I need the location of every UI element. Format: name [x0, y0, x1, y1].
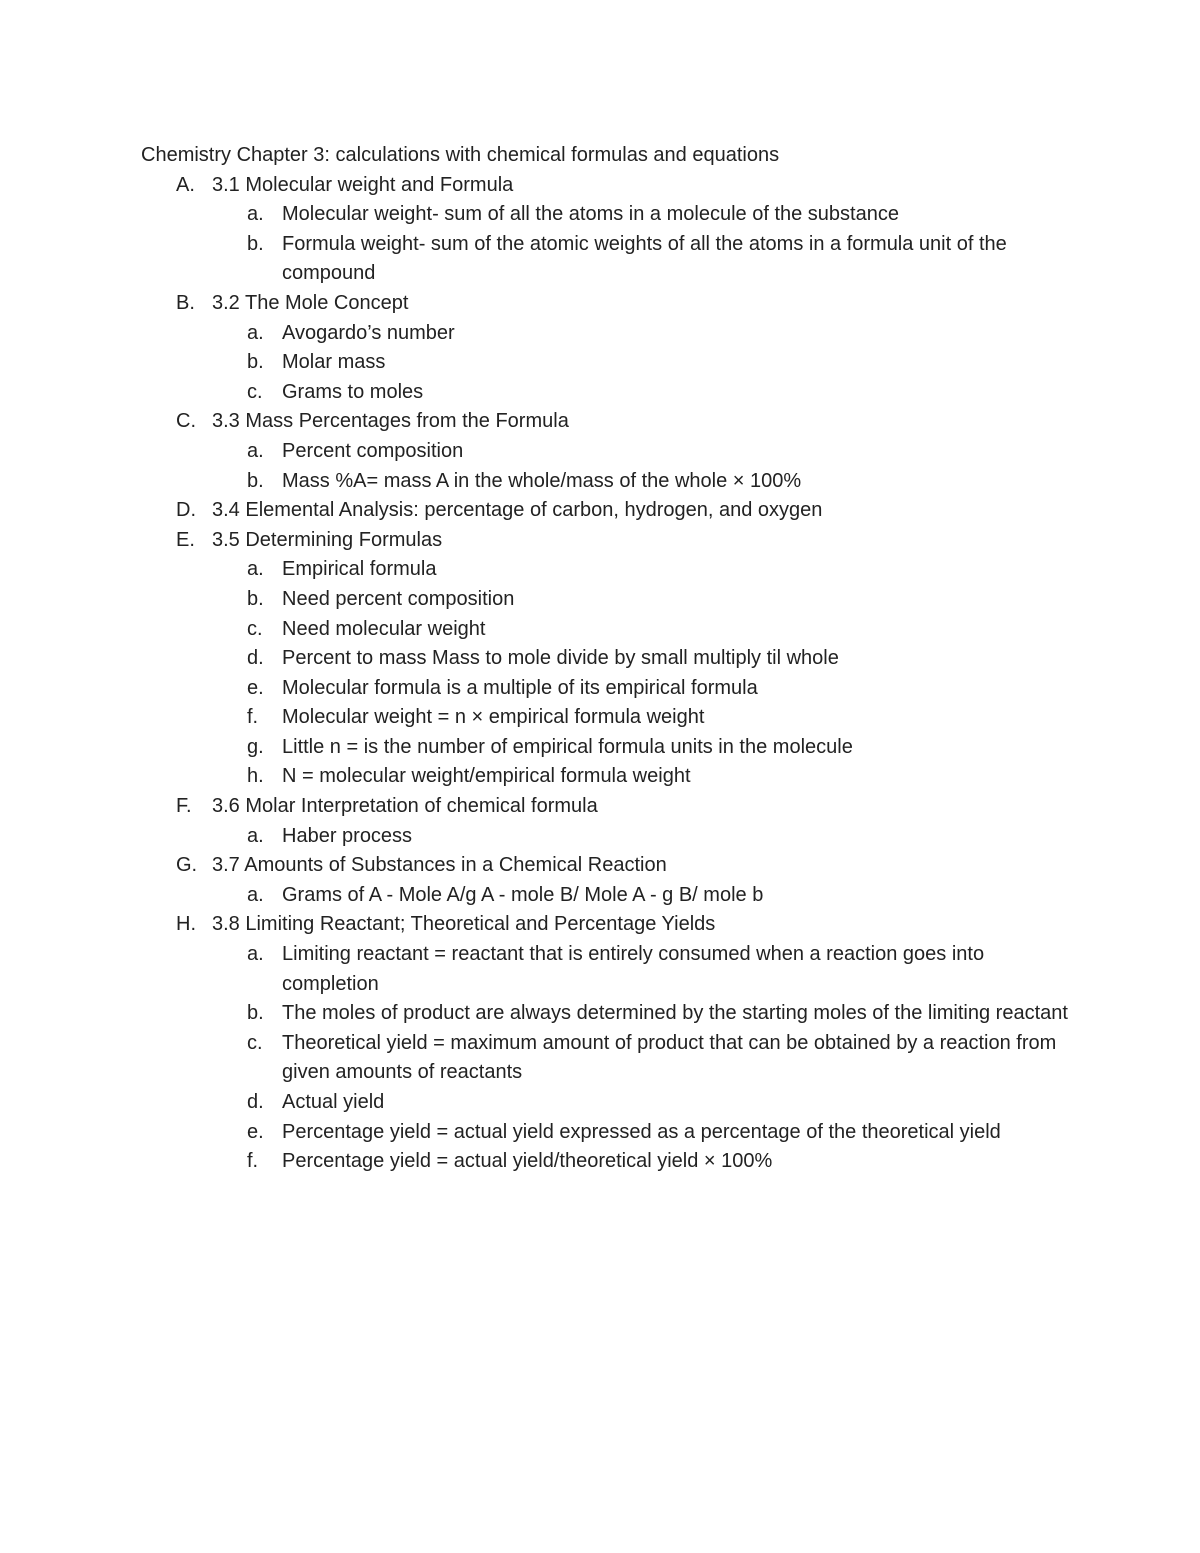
- item-text: Percentage yield = actual yield expressed as a percentage of the theoretical yield: [282, 1120, 1001, 1143]
- outline-item: [141, 555, 1081, 585]
- item-text: Need molecular weight: [282, 617, 486, 640]
- item-marker: c.: [247, 1031, 263, 1054]
- section-heading: 3.2 The Mole Concept: [212, 291, 409, 314]
- section-heading: 3.5 Determining Formulas: [212, 528, 443, 551]
- outline-item: [141, 733, 1081, 763]
- outline-item: [141, 1029, 1081, 1088]
- section-items-wrapper: [141, 940, 1081, 1177]
- item-text: Actual yield: [282, 1091, 385, 1113]
- item-marker: e.: [247, 676, 264, 699]
- outline-item: [141, 881, 1081, 911]
- section-heading: 3.6 Molar Interpretation of chemical formula: [212, 795, 598, 818]
- outline-item: [141, 230, 1081, 289]
- item-text: Molecular formula is a multiple of its empirical formula: [282, 676, 758, 699]
- item-marker: d.: [247, 1091, 264, 1113]
- item-list: [141, 881, 1081, 911]
- item-marker: e.: [247, 1120, 264, 1143]
- outline-item: [141, 1147, 1081, 1177]
- item-text: Limiting reactant = reactant that is entirely consumed when a reaction goes into completion: [282, 943, 985, 995]
- section-heading: 3.4 Elemental Analysis: percentage of carbon, hydrogen, and oxygen: [212, 499, 823, 522]
- section-items-wrapper: [141, 822, 1081, 852]
- item-text: Molar mass: [282, 351, 386, 374]
- item-marker: b.: [247, 232, 264, 255]
- outline-item: [141, 1118, 1081, 1148]
- section-heading: 3.3 Mass Percentages from the Formula: [212, 410, 569, 433]
- item-marker: c.: [247, 617, 263, 640]
- outline-item: [141, 999, 1081, 1029]
- section-marker: A.: [176, 173, 195, 196]
- outline-item: [141, 348, 1081, 378]
- outline-item: [141, 644, 1081, 674]
- outline-item: [141, 200, 1081, 230]
- outline-section: [141, 289, 1081, 319]
- item-marker: b.: [247, 469, 264, 492]
- item-marker: f.: [247, 1150, 259, 1173]
- item-text: Theoretical yield = maximum amount of product that can be obtained by a reaction from given amounts of reactants: [282, 1031, 1057, 1084]
- section-items-wrapper: [141, 881, 1081, 911]
- item-marker: b.: [247, 587, 264, 610]
- item-list: [141, 940, 1081, 1177]
- item-list: [141, 822, 1081, 852]
- item-text: N = molecular weight/empirical formula weight: [282, 765, 691, 788]
- item-text: The moles of product are always determined by the starting moles of the limiting reactant: [282, 1002, 1068, 1025]
- section-marker: G.: [176, 854, 198, 877]
- outline-item: [141, 378, 1081, 408]
- item-text: Little n = is the number of empirical formula units in the molecule: [282, 735, 853, 758]
- section-heading: 3.1 Molecular weight and Formula: [212, 173, 514, 196]
- item-text: Formula weight- sum of the atomic weights of all the atoms in a formula unit of the compound: [282, 232, 1007, 285]
- outline-section: [141, 496, 1081, 526]
- item-text: Need percent composition: [282, 587, 515, 610]
- outline-item: [141, 822, 1081, 852]
- outline-item: [141, 615, 1081, 645]
- outline-section: [141, 792, 1081, 822]
- item-marker: a.: [247, 883, 264, 906]
- item-marker: b.: [247, 351, 264, 374]
- item-text: Molecular weight- sum of all the atoms in a molecule of the substance: [282, 203, 899, 226]
- item-marker: a.: [247, 824, 264, 847]
- outline-item: [141, 762, 1081, 792]
- section-items-wrapper: [141, 437, 1081, 496]
- item-marker: a.: [247, 203, 264, 226]
- item-marker: a.: [247, 558, 264, 581]
- outline-section: [141, 171, 1081, 201]
- outline-section: [141, 910, 1081, 940]
- section-list: [141, 171, 1081, 1177]
- document-body: [141, 141, 1081, 1177]
- item-text: Avogardo’s number: [282, 321, 455, 344]
- item-marker: a.: [247, 943, 264, 966]
- item-text: Grams to moles: [282, 380, 424, 403]
- item-text: Percentage yield = actual yield/theoretical yield × 100%: [282, 1150, 773, 1173]
- section-marker: F.: [176, 795, 192, 818]
- section-marker: B.: [176, 291, 195, 314]
- section-marker: E.: [176, 528, 195, 551]
- item-marker: b.: [247, 1002, 264, 1025]
- outline-item: [141, 703, 1081, 733]
- item-marker: f.: [247, 706, 259, 729]
- item-text: Mass %A= mass A in the whole/mass of the whole × 100%: [282, 469, 802, 492]
- outline-item: [141, 1088, 1081, 1118]
- outline-item: [141, 940, 1081, 999]
- section-heading: 3.8 Limiting Reactant; Theoretical and Percentage Yields: [212, 913, 716, 936]
- item-marker: g.: [247, 735, 264, 758]
- item-list: [141, 437, 1081, 496]
- outline-section: [141, 407, 1081, 437]
- item-text: Grams of A - Mole A/g A - mole B/ Mole A - g B/ mole b: [282, 883, 764, 906]
- item-marker: h.: [247, 765, 264, 788]
- section-heading: 3.7 Amounts of Substances in a Chemical Reaction: [212, 854, 667, 877]
- section-items-wrapper: [141, 555, 1081, 792]
- item-text: Empirical formula: [282, 558, 437, 581]
- document-title: Chemistry Chapter 3: calculations with chemical formulas and equations: [141, 144, 780, 166]
- item-list: [141, 200, 1081, 289]
- item-marker: d.: [247, 647, 264, 670]
- item-marker: a.: [247, 439, 264, 462]
- item-marker: a.: [247, 321, 264, 344]
- outline-item: [141, 319, 1081, 349]
- section-marker: H.: [176, 913, 196, 936]
- outline-item: [141, 437, 1081, 467]
- section-marker: C.: [176, 410, 196, 433]
- section-items-wrapper: [141, 319, 1081, 408]
- outline-section: [141, 851, 1081, 881]
- item-marker: c.: [247, 380, 263, 403]
- outline-item: [141, 674, 1081, 704]
- outline-item: [141, 585, 1081, 615]
- section-marker: D.: [176, 499, 196, 522]
- item-list: [141, 555, 1081, 792]
- item-text: Molecular weight = n × empirical formula weight: [282, 706, 705, 729]
- item-text: Haber process: [282, 824, 413, 847]
- item-text: Percent composition: [282, 439, 464, 462]
- section-items-wrapper: [141, 200, 1081, 289]
- outline-section: [141, 526, 1081, 556]
- item-text: Percent to mass Mass to mole divide by small multiply til whole: [282, 647, 839, 670]
- outline-item: [141, 467, 1081, 497]
- item-list: [141, 319, 1081, 408]
